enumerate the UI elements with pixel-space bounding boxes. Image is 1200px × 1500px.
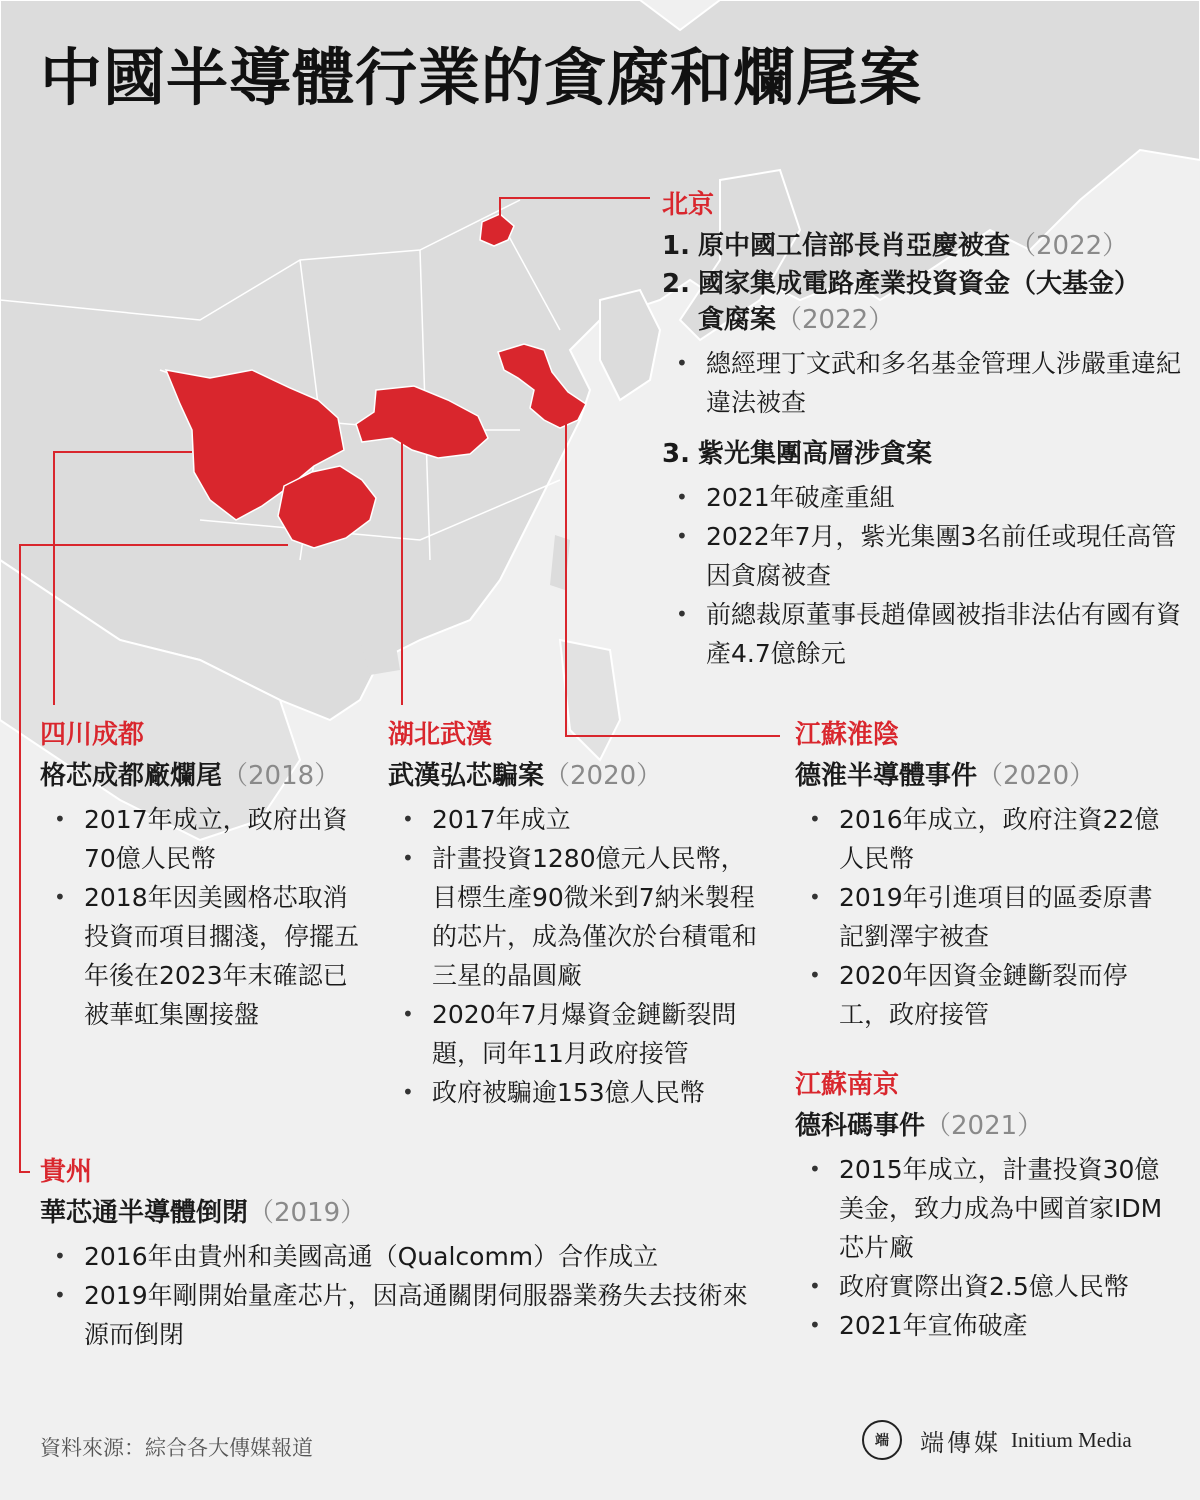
list-item: • 2016年成立，政府注資22億人民幣 <box>795 800 1170 878</box>
brand-name-zh: 端傳媒 <box>920 1428 1001 1457</box>
case-title <box>795 1108 1170 1144</box>
case-year: （2019） <box>248 1198 367 1228</box>
case-number: 1. <box>662 231 690 261</box>
region-sichuan <box>40 718 370 1034</box>
list-item: • 2016年由貴州和美國高通（Qualcomm）合作成立 <box>40 1237 770 1276</box>
nanjing-bullets <box>795 1150 1170 1345</box>
case-year: （2021） <box>925 1111 1044 1141</box>
case-year: （2020） <box>977 761 1096 791</box>
list-item: • 前總裁原董事長趙偉國被指非法佔有國有資產4.7億餘元 <box>662 595 1182 673</box>
case-title <box>388 758 763 794</box>
list-item: • 2022年7月，紫光集團3名前任或現任高管因貪腐被查 <box>662 517 1182 595</box>
case-number: 2. <box>662 269 690 299</box>
case-title-text-2: 貪腐案 <box>698 305 777 335</box>
region-name-nanjing: 江蘇南京 <box>795 1070 900 1100</box>
case-title <box>795 758 1170 794</box>
case-title-text: 德淮半導體事件 <box>795 761 978 791</box>
case-number: 3. <box>662 439 690 469</box>
case-title-text: 紫光集團高層涉貪案 <box>698 439 933 469</box>
list-item: • 2021年宣佈破產 <box>795 1306 1170 1345</box>
hubei-bullets <box>388 800 763 1112</box>
region-nanjing <box>795 1068 1170 1345</box>
list-item: • 2021年破產重組 <box>662 478 1182 517</box>
source-note: 資料來源：綜合各大傳媒報道 <box>40 1436 313 1460</box>
case-title <box>40 1195 770 1231</box>
list-item: • 2020年因資金鏈斷裂而停工，政府接管 <box>795 956 1170 1034</box>
case-title-text: 武漢弘芯騙案 <box>388 761 545 791</box>
initium-logo-icon: 端 <box>862 1420 902 1460</box>
region-name-huaian: 江蘇淮陰 <box>795 720 900 750</box>
case-title-text: 國家集成電路產業投資資金（大基金） <box>698 269 1141 299</box>
case-title-text: 原中國工信部長肖亞慶被查 <box>698 231 1011 261</box>
list-item: • 政府實際出資2.5億人民幣 <box>795 1267 1170 1306</box>
list-item: • 2019年引進項目的區委原書記劉澤宇被查 <box>795 878 1170 956</box>
list-item: • 2020年7月爆資金鏈斷裂問題，同年11月政府接管 <box>388 995 763 1073</box>
region-name-hubei: 湖北武漢 <box>388 720 493 750</box>
list-item: • 2018年因美國格芯取消投資而項目擱淺，停擺五年後在2023年末確認已被華虹集團接盤 <box>40 878 370 1034</box>
page-title: 中國半導體行業的貪腐和爛尾案 <box>40 41 923 114</box>
region-beijing <box>662 188 1182 673</box>
region-name-beijing: 北京 <box>662 190 715 220</box>
list-item: • 總經理丁文武和多名基金管理人涉嚴重違紀違法被查 <box>662 344 1182 422</box>
beijing-case-3 <box>662 436 1182 472</box>
case-title-text: 格芯成都廠爛尾 <box>40 761 223 791</box>
region-name-sichuan: 四川成都 <box>40 720 145 750</box>
case-year: （2022） <box>1010 231 1129 261</box>
region-guizhou <box>40 1155 770 1354</box>
beijing-case-2 <box>662 266 1182 338</box>
case-title-continuation <box>662 302 1182 338</box>
case-year: （2022） <box>776 305 895 335</box>
beijing-case-1 <box>662 228 1182 264</box>
list-item: • 2019年剛開始量產芯片，因高通關閉伺服器業務失去技術來源而倒閉 <box>40 1276 770 1354</box>
brand-name-en: Initium Media <box>1011 1427 1132 1452</box>
list-item: • 2015年成立，計畫投資30億美金，致力成為中國首家IDM芯片廠 <box>795 1150 1170 1267</box>
guizhou-bullets <box>40 1237 770 1354</box>
huaian-bullets <box>795 800 1170 1034</box>
region-hubei <box>388 718 763 1112</box>
case-year: （2018） <box>222 761 341 791</box>
beijing-case-3-bullets <box>662 478 1182 673</box>
list-item: • 2017年成立 <box>388 800 763 839</box>
list-item: • 2017年成立，政府出資70億人民幣 <box>40 800 370 878</box>
region-name-guizhou: 貴州 <box>40 1157 93 1187</box>
region-huaian <box>795 718 1170 1034</box>
case-year: （2020） <box>544 761 663 791</box>
brand-logo <box>862 1418 1132 1462</box>
case-title-text: 德科碼事件 <box>795 1111 926 1141</box>
case-title <box>40 758 370 794</box>
beijing-case-2-bullets <box>662 344 1182 422</box>
case-title-text: 華芯通半導體倒閉 <box>40 1198 249 1228</box>
list-item: • 計畫投資1280億元人民幣，目標生產90微米到7納米製程的芯片，成為僅次於台積電和三星的晶圓廠 <box>388 839 763 995</box>
sichuan-bullets <box>40 800 370 1034</box>
list-item: • 政府被騙逾153億人民幣 <box>388 1073 763 1112</box>
